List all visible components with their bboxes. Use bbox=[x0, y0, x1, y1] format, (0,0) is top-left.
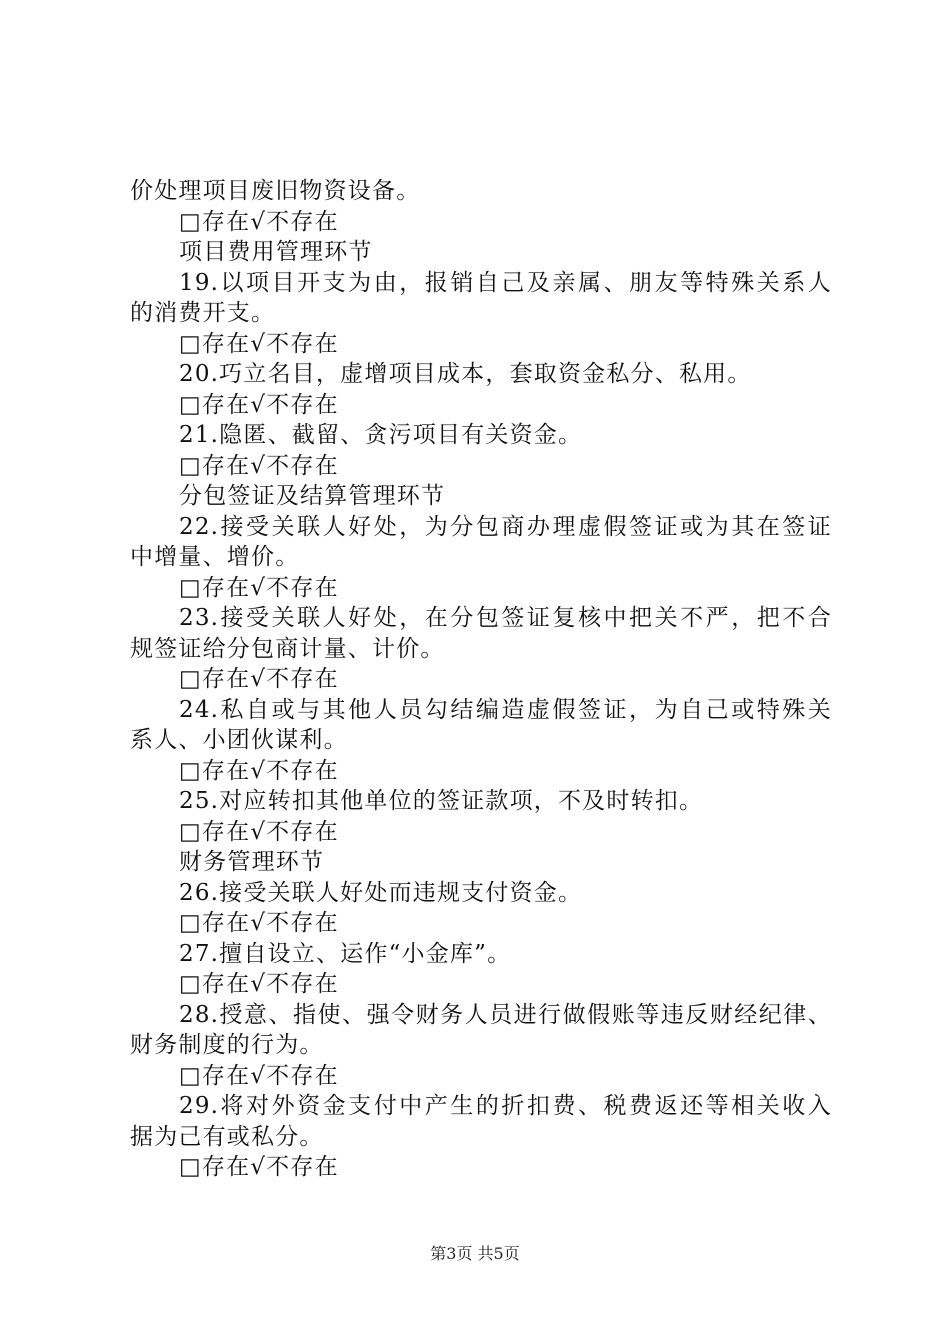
text-line: 20.巧立名目，虚增项目成本，套取资金私分、私用。 bbox=[179, 361, 752, 387]
text-line: 29.将对外资金支付中产生的折扣费、税费返还等相关收入 bbox=[179, 1093, 832, 1119]
text-line: 23.接受关联人好处，在分包签证复核中把关不严，把不合 bbox=[179, 605, 832, 631]
text-line: 21.隐匿、截留、贪污项目有关资金。 bbox=[179, 422, 583, 448]
checkbox-line: □存在√不存在 bbox=[179, 391, 339, 418]
text-line: 价处理项目废旧物资设备。 bbox=[130, 178, 421, 204]
text-line: 27.擅自设立、运作“小金库”。 bbox=[179, 940, 512, 967]
section-heading: 项目费用管理环节 bbox=[179, 239, 373, 265]
section-heading: 分包签证及结算管理环节 bbox=[179, 483, 446, 509]
text-line: 的消费开支。 bbox=[130, 300, 276, 326]
text-line: 规签证给分包商计量、计价。 bbox=[130, 635, 445, 662]
text-line: 系人、小团伙谋利。 bbox=[130, 727, 348, 753]
checkbox-line: □存在√不存在 bbox=[179, 971, 339, 997]
page-body bbox=[130, 176, 832, 1183]
text-line: 25.对应转扣其他单位的签证款项，不及时转扣。 bbox=[179, 788, 704, 814]
text-line: 19.以项目开支为由，报销自己及亲属、朋友等特殊关系人 bbox=[179, 269, 832, 296]
checkbox-line: □存在√不存在 bbox=[179, 1154, 339, 1180]
checkbox-line: □存在√不存在 bbox=[179, 574, 339, 601]
checkbox-line: □存在√不存在 bbox=[179, 910, 339, 936]
page-footer: 第3页 共5页 bbox=[430, 1244, 520, 1263]
text-line: 中增量、增价。 bbox=[130, 544, 300, 570]
checkbox-line: □存在√不存在 bbox=[179, 757, 339, 784]
checkbox-line: □存在√不存在 bbox=[179, 208, 339, 235]
text-line: 财务制度的行为。 bbox=[130, 1032, 324, 1058]
text-line: 24.私自或与其他人员勾结编造虚假签证，为自己或特殊关 bbox=[179, 696, 832, 723]
text-line: 28.授意、指使、强令财务人员进行做假账等违反财经纪律、 bbox=[179, 1001, 832, 1028]
checkbox-line: □存在√不存在 bbox=[179, 1062, 339, 1089]
text-line: 26.接受关联人好处而违规支付资金。 bbox=[179, 879, 583, 906]
checkbox-line: □存在√不存在 bbox=[179, 818, 339, 845]
checkbox-line: □存在√不存在 bbox=[179, 452, 339, 479]
text-line: 22.接受关联人好处，为分包商办理虚假签证或为其在签证 bbox=[179, 513, 832, 540]
text-line: 据为己有或私分。 bbox=[130, 1123, 324, 1150]
section-heading: 财务管理环节 bbox=[179, 849, 325, 875]
checkbox-line: □存在√不存在 bbox=[179, 330, 339, 357]
checkbox-line: □存在√不存在 bbox=[179, 666, 339, 692]
